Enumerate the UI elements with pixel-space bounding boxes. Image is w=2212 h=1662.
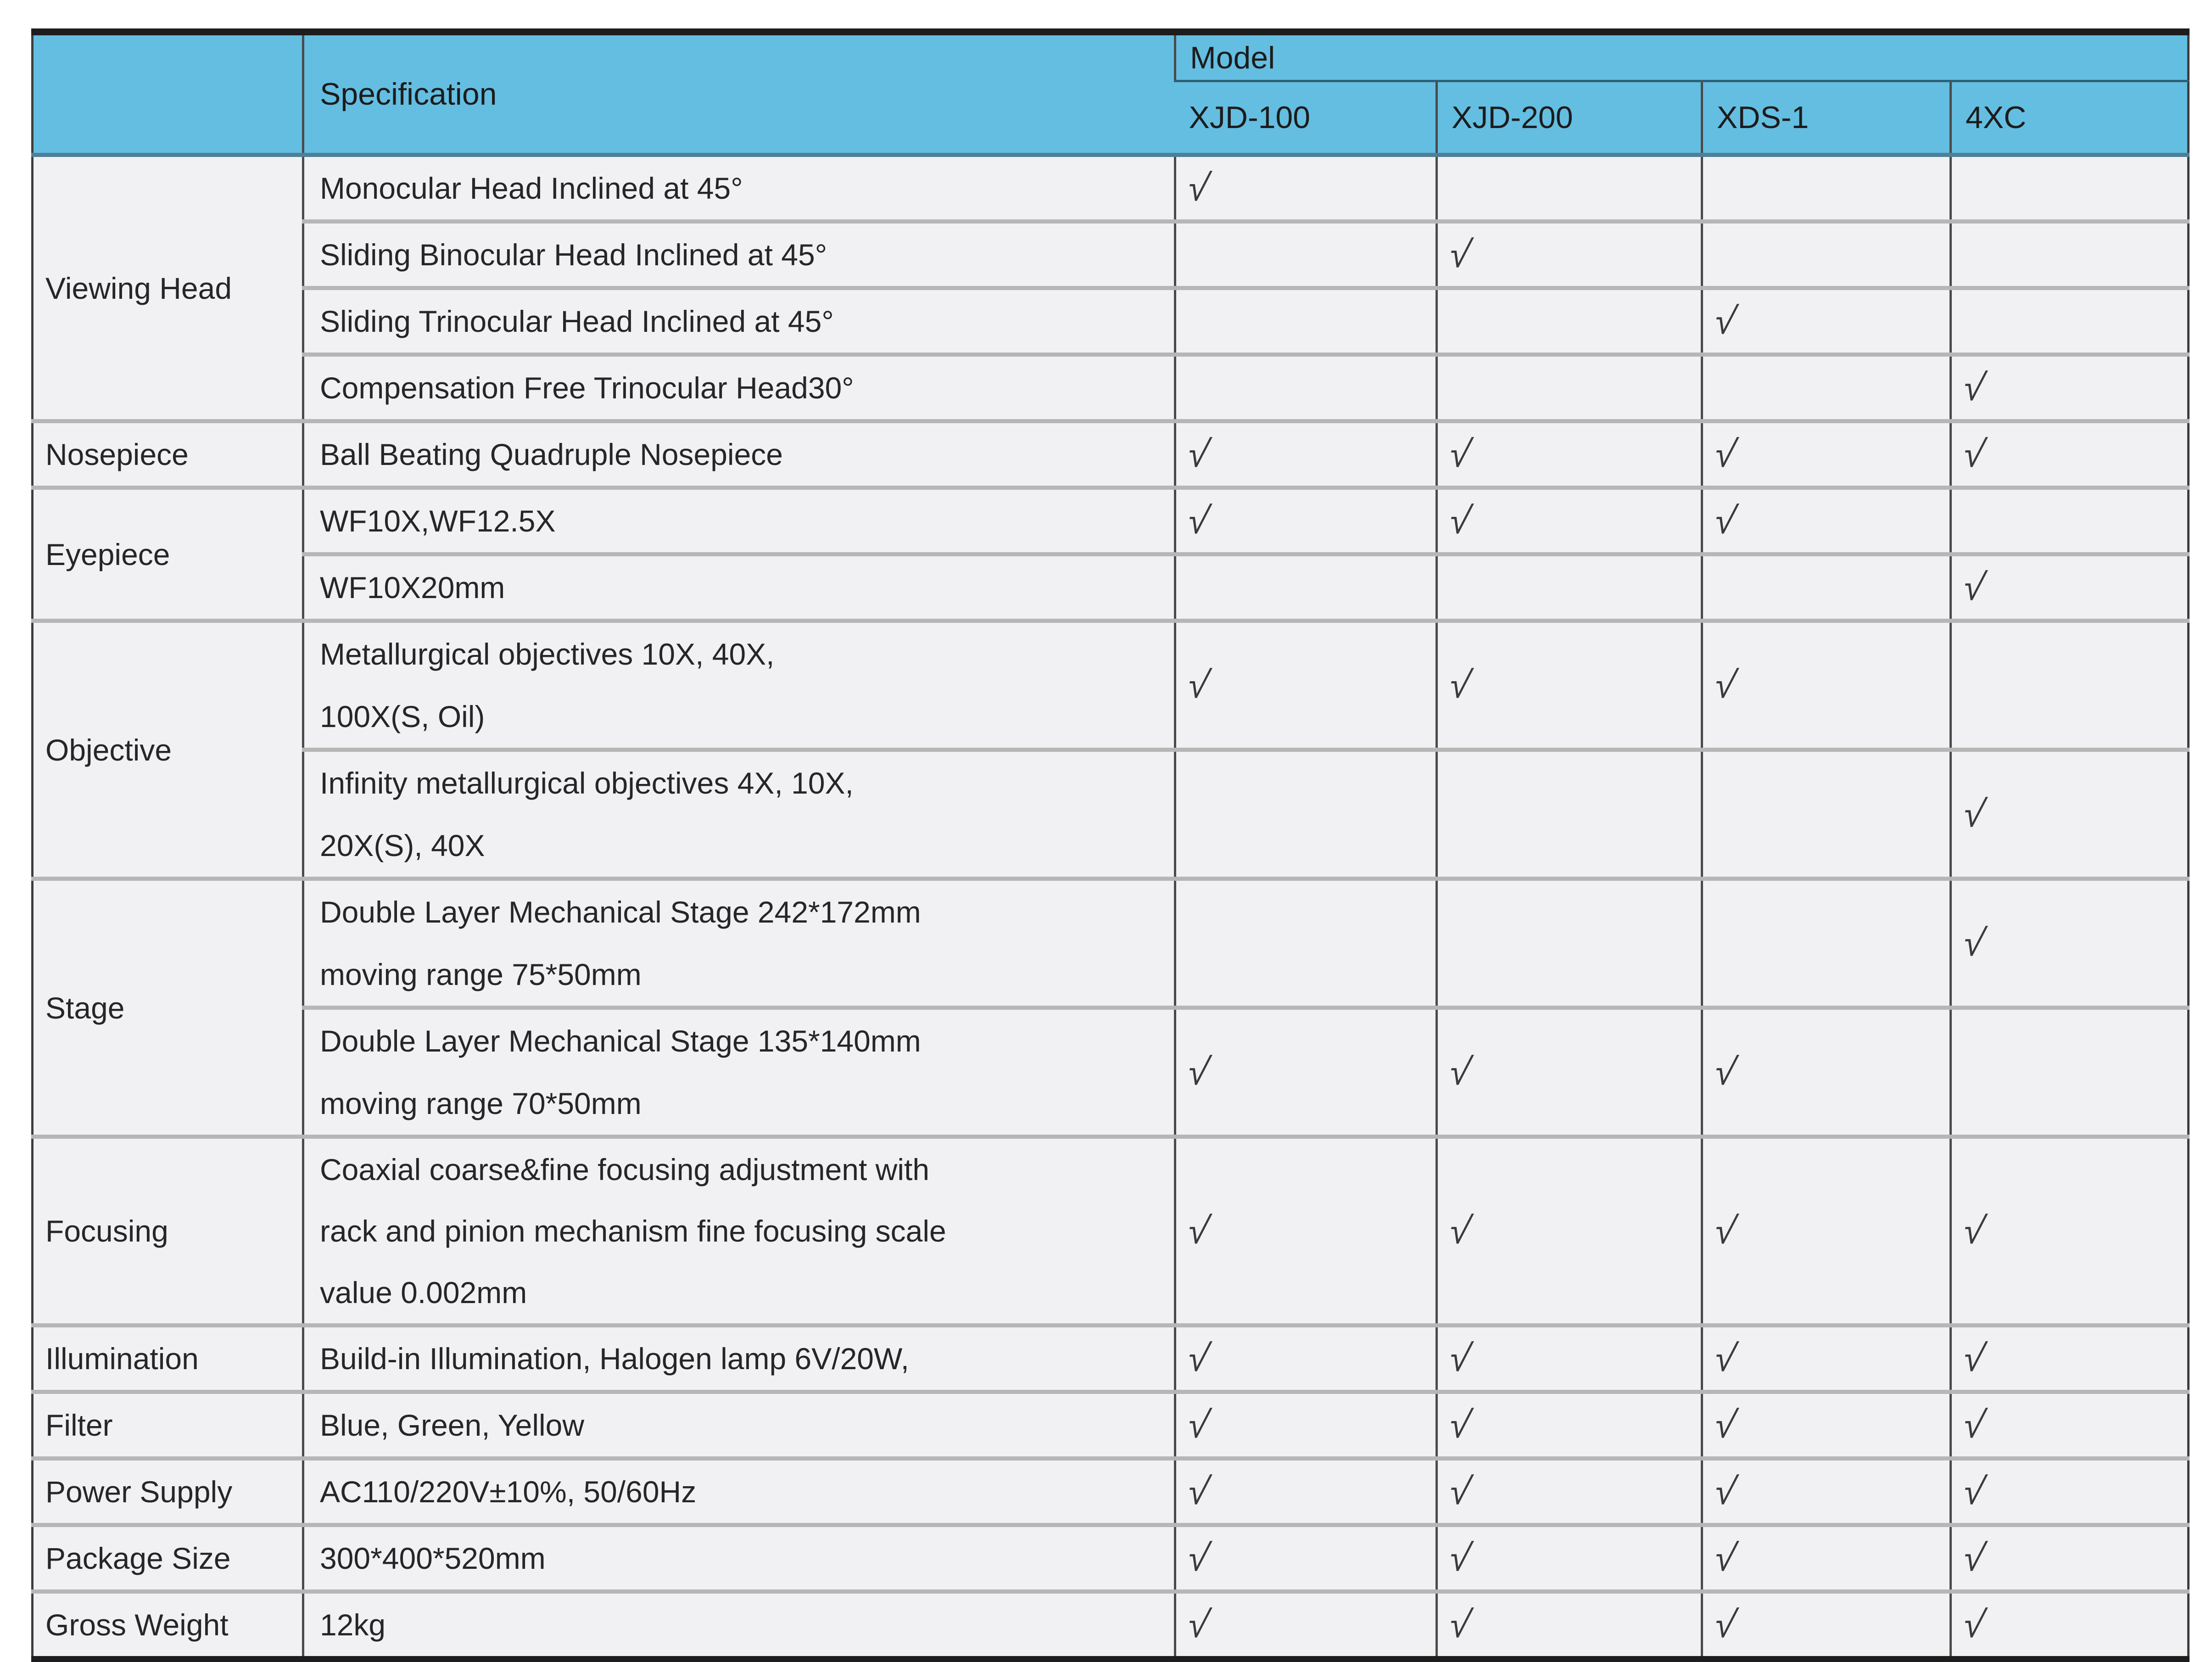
check-cell	[1437, 288, 1702, 355]
check-cell	[1437, 1459, 1702, 1525]
spec-line: WF10X20mm	[320, 571, 505, 604]
checkmark-icon: √	[1959, 1404, 1989, 1446]
checkmark-icon: √	[1959, 1210, 1989, 1252]
check-cell	[1702, 155, 1951, 222]
check-cell	[1437, 1008, 1702, 1137]
check-cell	[1175, 621, 1437, 750]
check-cell	[1951, 1326, 2189, 1392]
checkmark-icon: √	[1710, 1337, 1740, 1379]
check-cell	[1175, 1326, 1437, 1392]
check-cell	[1702, 879, 1951, 1008]
spec-line: 12kg	[320, 1608, 386, 1642]
spec-line: rack and pinion mechanism fine focusing scale	[320, 1214, 946, 1248]
spec-line: 300*400*520mm	[320, 1541, 546, 1575]
spec-cell	[303, 621, 1175, 750]
spec-cell	[303, 554, 1175, 621]
spec-line: WF10X,WF12.5X	[320, 504, 556, 538]
check-cell	[1175, 1459, 1437, 1525]
column-header-model: Model	[1175, 32, 2189, 81]
check-cell	[1951, 750, 2189, 879]
spec-line: AC110/220V±10%, 50/60Hz	[320, 1475, 697, 1509]
checkmark-icon: √	[1184, 1337, 1213, 1379]
checkmark-icon: √	[1959, 1604, 1989, 1645]
check-cell	[1951, 421, 2189, 488]
spec-line: Infinity metallurgical objectives 4X, 10X,	[320, 766, 854, 800]
table-row	[33, 155, 2189, 222]
check-cell	[1951, 288, 2189, 355]
category-cell-power-supply: Power Supply	[33, 1459, 303, 1525]
checkmark-icon: √	[1710, 1604, 1740, 1645]
specification-table-wrapper	[31, 28, 2190, 1662]
check-cell	[1951, 879, 2189, 1008]
spec-line: value 0.002mm	[320, 1276, 527, 1309]
category-cell-focusing: Focusing	[33, 1137, 303, 1326]
checkmark-icon: √	[1710, 1404, 1740, 1446]
spec-cell	[303, 879, 1175, 1008]
check-cell	[1702, 621, 1951, 750]
check-cell	[1702, 355, 1951, 421]
category-cell-nosepiece: Nosepiece	[33, 421, 303, 488]
check-cell	[1437, 1137, 1702, 1326]
check-cell	[1175, 488, 1437, 554]
checkmark-icon: √	[1710, 433, 1740, 475]
checkmark-icon: √	[1445, 1604, 1475, 1645]
spec-cell	[303, 488, 1175, 554]
spec-cell	[303, 421, 1175, 488]
checkmark-icon: √	[1445, 1404, 1475, 1446]
table-row	[33, 288, 2189, 355]
table-row	[33, 1137, 2189, 1326]
table-row	[33, 879, 2189, 1008]
checkmark-icon: √	[1710, 1537, 1740, 1579]
checkmark-icon: √	[1710, 1210, 1740, 1252]
check-cell	[1702, 1592, 1951, 1659]
spec-cell	[303, 1137, 1175, 1326]
check-cell	[1175, 1592, 1437, 1659]
checkmark-icon: √	[1959, 367, 1989, 409]
check-cell	[1175, 1392, 1437, 1459]
check-cell	[1951, 1525, 2189, 1592]
checkmark-icon: √	[1184, 1210, 1213, 1252]
category-cell-eyepiece: Eyepiece	[33, 488, 303, 621]
checkmark-icon: √	[1959, 566, 1989, 608]
checkmark-icon: √	[1184, 1471, 1213, 1512]
check-cell	[1702, 288, 1951, 355]
checkmark-icon: √	[1959, 1537, 1989, 1579]
spec-cell	[303, 1392, 1175, 1459]
check-cell	[1175, 1525, 1437, 1592]
check-cell	[1951, 1592, 2189, 1659]
check-cell	[1702, 1392, 1951, 1459]
category-cell-stage: Stage	[33, 879, 303, 1137]
check-cell	[1437, 1592, 1702, 1659]
checkmark-icon: √	[1959, 922, 1989, 964]
column-header-4xc: 4XC	[1951, 81, 2189, 155]
checkmark-icon: √	[1959, 433, 1989, 475]
table-body	[33, 155, 2189, 1659]
spec-line: moving range 70*50mm	[320, 1086, 642, 1120]
check-cell	[1437, 222, 1702, 288]
check-cell	[1175, 750, 1437, 879]
checkmark-icon: √	[1184, 1404, 1213, 1446]
category-cell-objective: Objective	[33, 621, 303, 879]
spec-cell	[303, 1326, 1175, 1392]
column-header-xjd-200: XJD-200	[1437, 81, 1702, 155]
check-cell	[1951, 488, 2189, 554]
check-cell	[1437, 621, 1702, 750]
spec-cell	[303, 222, 1175, 288]
check-cell	[1437, 750, 1702, 879]
checkmark-icon: √	[1445, 1051, 1475, 1093]
column-header-xds-1: XDS-1	[1702, 81, 1951, 155]
spec-line: Double Layer Mechanical Stage 242*172mm	[320, 895, 921, 929]
category-cell-viewing-head: Viewing Head	[33, 155, 303, 421]
check-cell	[1951, 1008, 2189, 1137]
spec-line: Monocular Head Inclined at 45°	[320, 171, 743, 205]
category-cell-illumination: Illumination	[33, 1326, 303, 1392]
spec-cell	[303, 1008, 1175, 1137]
spec-cell	[303, 750, 1175, 879]
checkmark-icon: √	[1959, 1471, 1989, 1512]
checkmark-icon: √	[1445, 234, 1475, 275]
column-header-specification: Specification	[303, 32, 1175, 155]
check-cell	[1437, 1326, 1702, 1392]
spec-cell	[303, 355, 1175, 421]
checkmark-icon: √	[1445, 1537, 1475, 1579]
microscope-specification-table	[31, 28, 2190, 1662]
category-cell-gross-weight: Gross Weight	[33, 1592, 303, 1659]
spec-line: Metallurgical objectives 10X, 40X,	[320, 637, 775, 671]
check-cell	[1437, 1392, 1702, 1459]
checkmark-icon: √	[1445, 500, 1475, 542]
category-cell-package-size: Package Size	[33, 1525, 303, 1592]
spec-line: Sliding Trinocular Head Inclined at 45°	[320, 304, 834, 338]
checkmark-icon: √	[1184, 1537, 1213, 1579]
table-row	[33, 421, 2189, 488]
checkmark-icon: √	[1445, 1337, 1475, 1379]
checkmark-icon: √	[1184, 664, 1213, 706]
check-cell	[1437, 1525, 1702, 1592]
check-cell	[1175, 288, 1437, 355]
checkmark-icon: √	[1445, 433, 1475, 475]
check-cell	[1702, 222, 1951, 288]
spec-line: Blue, Green, Yellow	[320, 1408, 585, 1442]
check-cell	[1437, 421, 1702, 488]
checkmark-icon: √	[1710, 1471, 1740, 1512]
checkmark-icon: √	[1445, 1210, 1475, 1252]
check-cell	[1175, 222, 1437, 288]
column-header-xjd-100: XJD-100	[1175, 81, 1437, 155]
checkmark-icon: √	[1445, 1471, 1475, 1512]
check-cell	[1702, 554, 1951, 621]
check-cell	[1175, 879, 1437, 1008]
check-cell	[1951, 222, 2189, 288]
check-cell	[1702, 1525, 1951, 1592]
check-cell	[1702, 750, 1951, 879]
check-cell	[1702, 421, 1951, 488]
checkmark-icon: √	[1710, 300, 1740, 342]
check-cell	[1175, 554, 1437, 621]
checkmark-icon: √	[1959, 1337, 1989, 1379]
check-cell	[1951, 621, 2189, 750]
spec-line: 20X(S), 40X	[320, 828, 485, 862]
check-cell	[1175, 355, 1437, 421]
check-cell	[1437, 155, 1702, 222]
header-corner-cell	[33, 32, 303, 155]
check-cell	[1437, 488, 1702, 554]
spec-cell	[303, 1459, 1175, 1525]
check-cell	[1175, 155, 1437, 222]
table-header	[33, 32, 2189, 155]
checkmark-icon: √	[1710, 664, 1740, 706]
table-row	[33, 554, 2189, 621]
spec-line: Build-in Illumination, Halogen lamp 6V/20W,	[320, 1342, 910, 1376]
table-row	[33, 1392, 2189, 1459]
check-cell	[1951, 554, 2189, 621]
table-row	[33, 1592, 2189, 1659]
spec-line: Double Layer Mechanical Stage 135*140mm	[320, 1024, 921, 1058]
table-row	[33, 222, 2189, 288]
check-cell	[1437, 554, 1702, 621]
spec-cell	[303, 1592, 1175, 1659]
table-row	[33, 1459, 2189, 1525]
table-row	[33, 1525, 2189, 1592]
header-row-model	[33, 32, 2189, 81]
spec-line: moving range 75*50mm	[320, 957, 642, 991]
table-row	[33, 488, 2189, 554]
checkmark-icon: √	[1710, 1051, 1740, 1093]
check-cell	[1951, 1459, 2189, 1525]
table-row	[33, 1326, 2189, 1392]
table-row	[33, 1008, 2189, 1137]
check-cell	[1951, 1137, 2189, 1326]
checkmark-icon: √	[1184, 433, 1213, 475]
spec-cell	[303, 155, 1175, 222]
checkmark-icon: √	[1184, 1051, 1213, 1093]
check-cell	[1175, 1137, 1437, 1326]
table-row	[33, 750, 2189, 879]
checkmark-icon: √	[1184, 1604, 1213, 1645]
check-cell	[1702, 1137, 1951, 1326]
checkmark-icon: √	[1710, 500, 1740, 542]
check-cell	[1175, 1008, 1437, 1137]
check-cell	[1951, 1392, 2189, 1459]
check-cell	[1702, 488, 1951, 554]
checkmark-icon: √	[1184, 500, 1213, 542]
spec-cell	[303, 1525, 1175, 1592]
table-row	[33, 355, 2189, 421]
check-cell	[1175, 421, 1437, 488]
category-cell-filter: Filter	[33, 1392, 303, 1459]
checkmark-icon: √	[1184, 167, 1213, 209]
table-row	[33, 621, 2189, 750]
spec-line: Sliding Binocular Head Inclined at 45°	[320, 238, 827, 272]
spec-line: Compensation Free Trinocular Head30°	[320, 371, 854, 405]
check-cell	[1702, 1326, 1951, 1392]
check-cell	[1702, 1459, 1951, 1525]
check-cell	[1951, 355, 2189, 421]
checkmark-icon: √	[1959, 793, 1989, 835]
spec-line: 100X(S, Oil)	[320, 699, 485, 733]
checkmark-icon: √	[1445, 664, 1475, 706]
check-cell	[1702, 1008, 1951, 1137]
check-cell	[1437, 879, 1702, 1008]
check-cell	[1437, 355, 1702, 421]
check-cell	[1951, 155, 2189, 222]
spec-cell	[303, 288, 1175, 355]
spec-line: Coaxial coarse&fine focusing adjustment with	[320, 1153, 930, 1186]
spec-line: Ball Beating Quadruple Nosepiece	[320, 437, 783, 471]
